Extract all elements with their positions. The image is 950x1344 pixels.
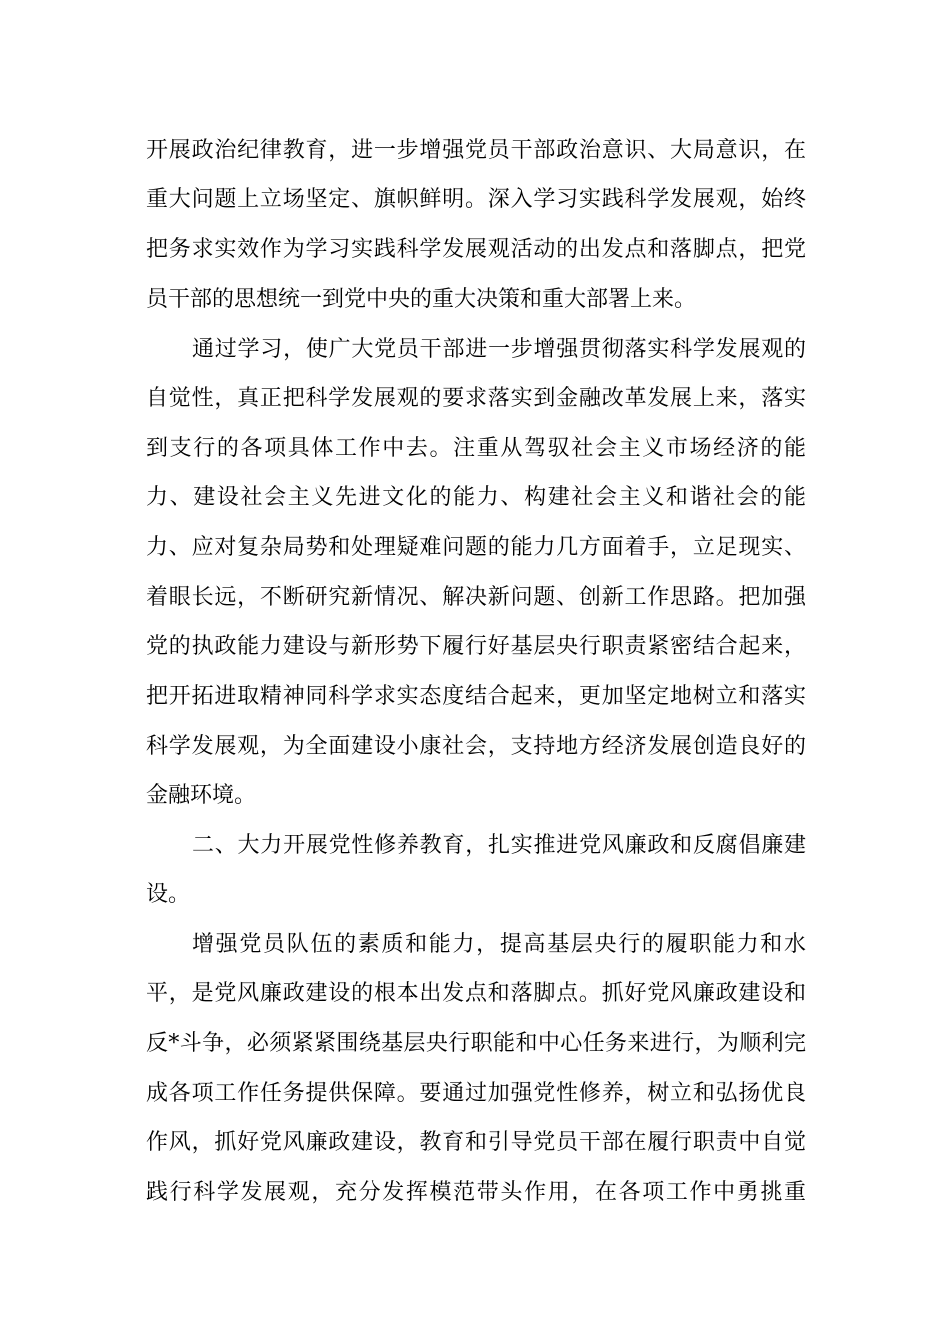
text-line: 员干部的思想统一到党中央的重大决策和重大部署上来。 xyxy=(146,287,697,312)
text-line: 力、建设社会主义先进文化的能力、构建社会主义和谐社会的能 xyxy=(146,485,806,510)
text-line: 自觉性，真正把科学发展观的要求落实到金融改革发展上来，落实 xyxy=(146,386,806,411)
section-heading: 二、大力开展党性修养教育，扎实推进党风廉政和反腐倡廉建 xyxy=(192,833,806,858)
text-line: 金融环境。 xyxy=(146,783,257,808)
text-line: 重大问题上立场坚定、旗帜鲜明。深入学习实践科学发展观，始终 xyxy=(146,187,806,212)
section-heading-continued: 设。 xyxy=(146,882,191,907)
text-line: 科学发展观，为全面建设小康社会，支持地方经济发展创造良好的 xyxy=(146,734,806,759)
text-line: 平，是党风廉政建设的根本出发点和落脚点。抓好党风廉政建设和 xyxy=(146,981,806,1006)
text-line: 开展政治纪律教育，进一步增强党员干部政治意识、大局意识，在 xyxy=(146,138,806,163)
text-line: 党的执政能力建设与新形势下履行好基层央行职责紧密结合起来， xyxy=(146,634,806,659)
text-line: 到支行的各项具体工作中去。注重从驾驭社会主义市场经济的能 xyxy=(146,436,806,461)
text-line: 着眼长远，不断研究新情况、解决新问题、创新工作思路。把加强 xyxy=(146,585,806,610)
text-line: 作风，抓好党风廉政建设，教育和引导党员干部在履行职责中自觉 xyxy=(146,1130,806,1155)
text-line: 把开拓进取精神同科学求实态度结合起来，更加坚定地树立和落实 xyxy=(146,684,806,709)
text-line: 践行科学发展观，充分发挥模范带头作用，在各项工作中勇挑重 xyxy=(146,1180,806,1205)
text-line: 把务求实效作为学习实践科学发展观活动的出发点和落脚点，把党 xyxy=(146,237,806,262)
paragraph-first-line: 通过学习，使广大党员干部进一步增强贯彻落实科学发展观的 xyxy=(192,337,806,362)
text-line: 成各项工作任务提供保障。要通过加强党性修养，树立和弘扬优良 xyxy=(146,1081,806,1106)
paragraph-first-line: 增强党员队伍的素质和能力，提高基层央行的履职能力和水 xyxy=(192,932,806,957)
text-line: 反*斗争，必须紧紧围绕基层央行职能和中心任务来进行，为顺利完 xyxy=(146,1031,806,1056)
text-line: 力、应对复杂局势和处理疑难问题的能力几方面着手，立足现实、 xyxy=(146,535,806,560)
